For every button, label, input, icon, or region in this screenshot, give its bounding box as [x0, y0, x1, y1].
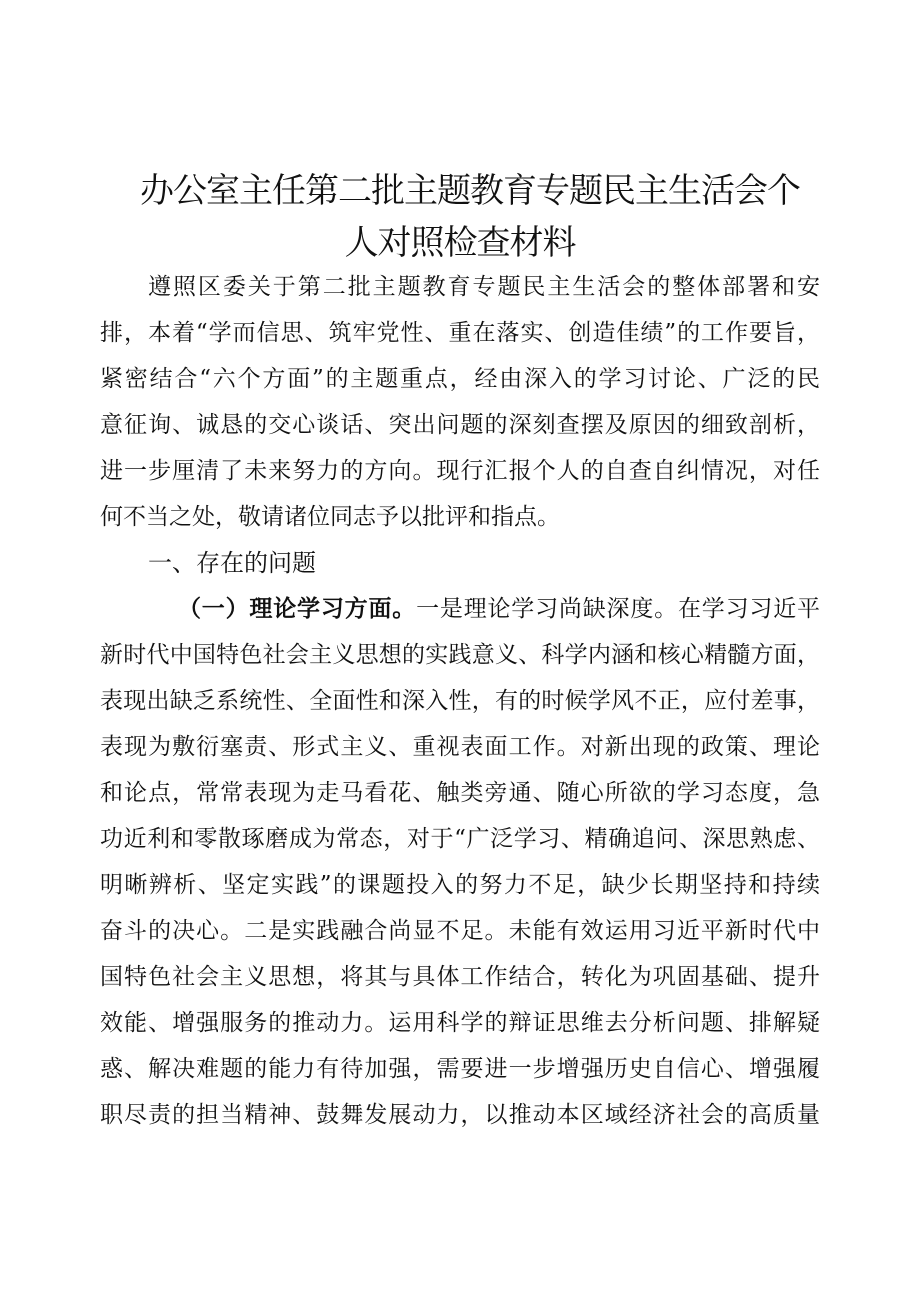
- document-title-line-1: 办公室主任第二批主题教育专题民主生活会个: [140, 171, 800, 211]
- intro-line: 紧密结合“六个方面”的主题重点，经由深入的学习讨论、广泛的民: [100, 366, 820, 392]
- subsection-first-line: [178, 586, 820, 632]
- intro-line: 何不当之处，敬请诸位同志予以批评和指点。: [100, 504, 560, 530]
- section-heading: 一、存在的问题: [148, 549, 316, 577]
- document-title-line-2: 人对照检查材料: [344, 223, 576, 263]
- body-line: 功近利和零散琢磨成为常态，对于“广泛学习、精确追问、深思熟虑、: [100, 826, 820, 852]
- body-line: 国特色社会主义思想，将其与具体工作结合，转化为巩固基础、提升: [100, 964, 820, 990]
- body-line: 新时代中国特色社会主义思想的实践意义、科学内涵和核心精髓方面，: [100, 642, 820, 668]
- subsection-first-text: 一是理论学习尚缺深度。在学习习近平: [416, 596, 820, 622]
- body-line: 奋斗的决心。二是实践融合尚显不足。未能有效运用习近平新时代中: [100, 918, 820, 944]
- body-line: 职尽责的担当精神、鼓舞发展动力，以推动本区域经济社会的高质量: [100, 1102, 820, 1128]
- subsection-label: （一）理论学习方面。: [178, 595, 417, 622]
- body-line: 明晰辨析、坚定实践”的课题投入的努力不足，缺少长期坚持和持续: [100, 872, 820, 898]
- body-line: 效能、增强服务的推动力。运用科学的辩证思维去分析问题、排解疑: [100, 1010, 820, 1036]
- intro-line: 排，本着“学而信思、筑牢党性、重在落实、创造佳绩”的工作要旨，: [100, 320, 820, 346]
- intro-line: 进一步厘清了未来努力的方向。现行汇报个人的自查自纠情况，对任: [100, 458, 820, 484]
- body-line: 表现出缺乏系统性、全面性和深入性，有的时候学风不正，应付差事，: [100, 688, 820, 714]
- body-line: 惑、解决难题的能力有待加强，需要进一步增强历史自信心、增强履: [100, 1056, 820, 1082]
- intro-line: 遵照区委关于第二批主题教育专题民主生活会的整体部署和安: [148, 274, 820, 300]
- intro-line: 意征询、诚恳的交心谈话、突出问题的深刻查摆及原因的细致剖析，: [100, 412, 820, 438]
- body-line: 和论点，常常表现为走马看花、触类旁通、随心所欲的学习态度，急: [100, 780, 820, 806]
- body-line: 表现为敷衍塞责、形式主义、重视表面工作。对新出现的政策、理论: [100, 734, 820, 760]
